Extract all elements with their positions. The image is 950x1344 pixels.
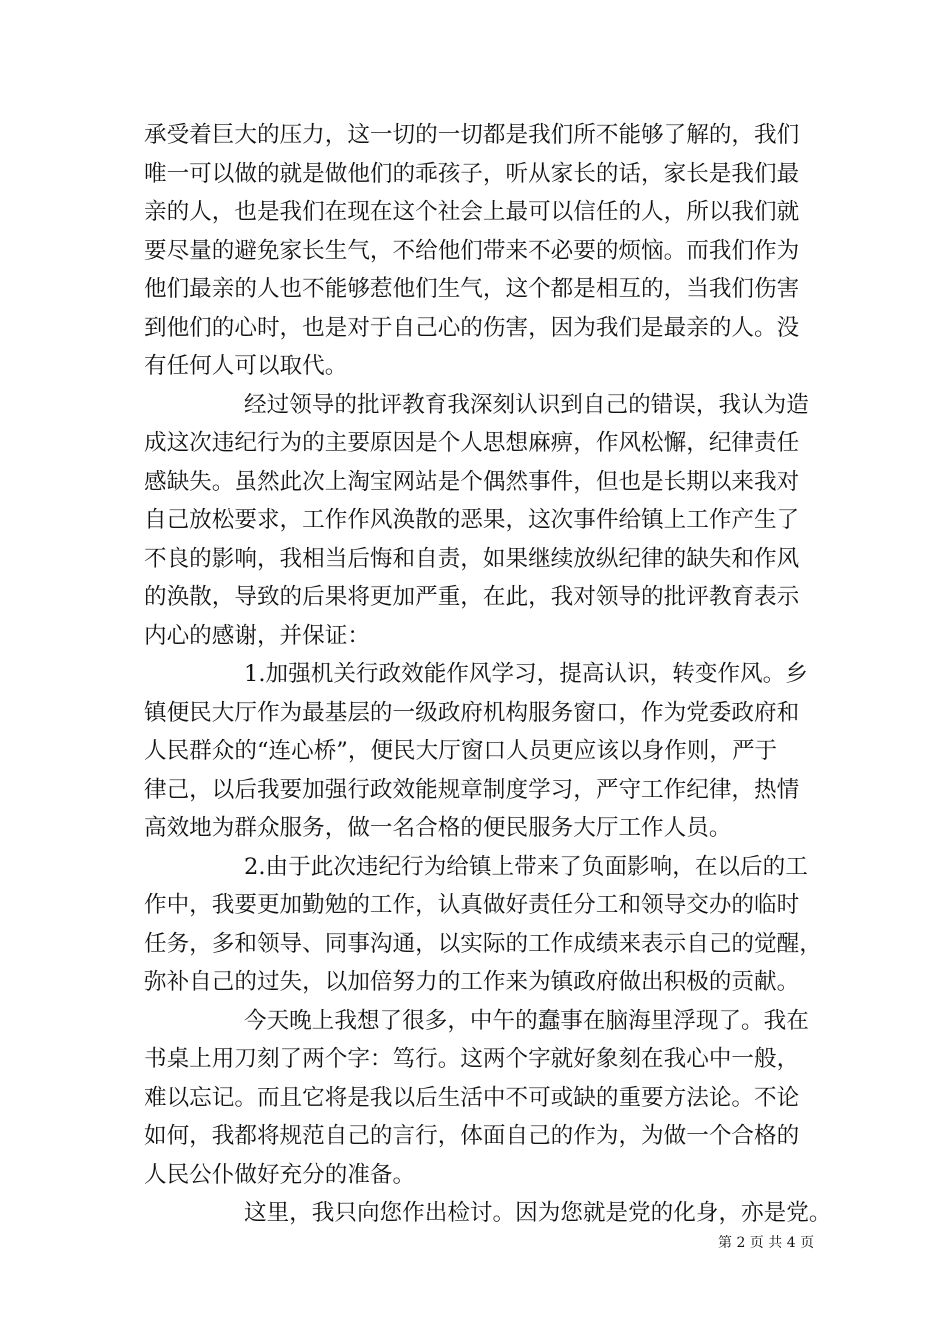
body-line: 他们最亲的人也不能够惹他们生气，这个都是相互的，当我们伤害: [144, 276, 800, 302]
list-item-2-first-line: 2.由于此次违纪行为给镇上带来了负面影响，在以后的工: [244, 853, 808, 880]
body-line: 人民群众的“连心桥”，便民大厅窗口人员更应该以身作则，严于: [144, 738, 778, 764]
body-line: 自己放松要求，工作作风涣散的恶果，这次事件给镇上工作产生了: [144, 507, 800, 533]
body-line: 任务，多和领导、同事沟通，以实际的工作成绩来表示自己的觉醒，: [144, 930, 822, 957]
body-line: 要尽量的避免家长生气，不给他们带来不必要的烦恼。而我们作为: [144, 237, 800, 264]
body-line: 作中，我要更加勤勉的工作，认真做好责任分工和领导交办的临时: [144, 892, 800, 918]
body-line: 内心的感谢，并保证：: [144, 622, 370, 649]
body-line: 人民公仆做好充分的准备。: [144, 1161, 416, 1188]
body-line: 亲的人，也是我们在现在这个社会上最可以信任的人，所以我们就: [144, 199, 800, 225]
document-body: [144, 116, 832, 1233]
body-line: 高效地为群众服务，做一名合格的便民服务大厅工作人员。: [144, 815, 732, 841]
body-line: 不良的影响，我相当后悔和自责，如果继续放纵纪律的缺失和作风: [144, 545, 800, 572]
body-line: 感缺失。虽然此次上淘宝网站是个偶然事件，但也是长期以来我对: [144, 468, 800, 495]
body-line: 律己，以后我要加强行政效能规章制度学习，严守工作纪律，热情: [144, 776, 800, 803]
body-line: 到他们的心时，也是对于自己心的伤害，因为我们是最亲的人。没: [144, 314, 800, 341]
body-line: 承受着巨大的压力，这一切的一切都是我们所不能够了解的，我们: [144, 122, 800, 148]
body-line: 如何，我都将规范自己的言行，体面自己的作为，为做一个合格的: [144, 1123, 800, 1149]
paragraph-first-line: 经过领导的批评教育我深刻认识到自己的错误，我认为造: [244, 391, 809, 418]
body-line: 书桌上用刀刻了两个字：笃行。这两个字就好象刻在我心中一般，: [144, 1046, 800, 1072]
paragraph-first-line: 这里，我只向您作出检讨。因为您就是党的化身，亦是党。: [244, 1200, 832, 1226]
body-line: 有任何人可以取代。: [144, 353, 348, 379]
paragraph-first-line: 今天晚上我想了很多，中午的蠢事在脑海里浮现了。我在: [244, 1007, 809, 1034]
page-number-footer: 第 2 页 共 4 页: [718, 1235, 815, 1251]
list-item-1-first-line: 1.加强机关行政效能作风学习，提高认识，转变作风。乡: [244, 661, 808, 687]
body-line: 的涣散，导致的后果将更加严重，在此，我对领导的批评教育表示: [144, 584, 800, 610]
body-line: 弥补自己的过失，以加倍努力的工作来为镇政府做出积极的贡献。: [144, 969, 800, 995]
body-line: 难以忘记。而且它将是我以后生活中不可或缺的重要方法论。不论: [144, 1084, 800, 1111]
body-line: 成这次违纪行为的主要原因是个人思想麻痹，作风松懈，纪律责任: [144, 430, 800, 456]
body-line: 镇便民大厅作为最基层的一级政府机构服务窗口，作为党委政府和: [144, 699, 800, 726]
body-line: 唯一可以做的就是做他们的乖孩子，听从家长的话，家长是我们最: [144, 160, 800, 187]
